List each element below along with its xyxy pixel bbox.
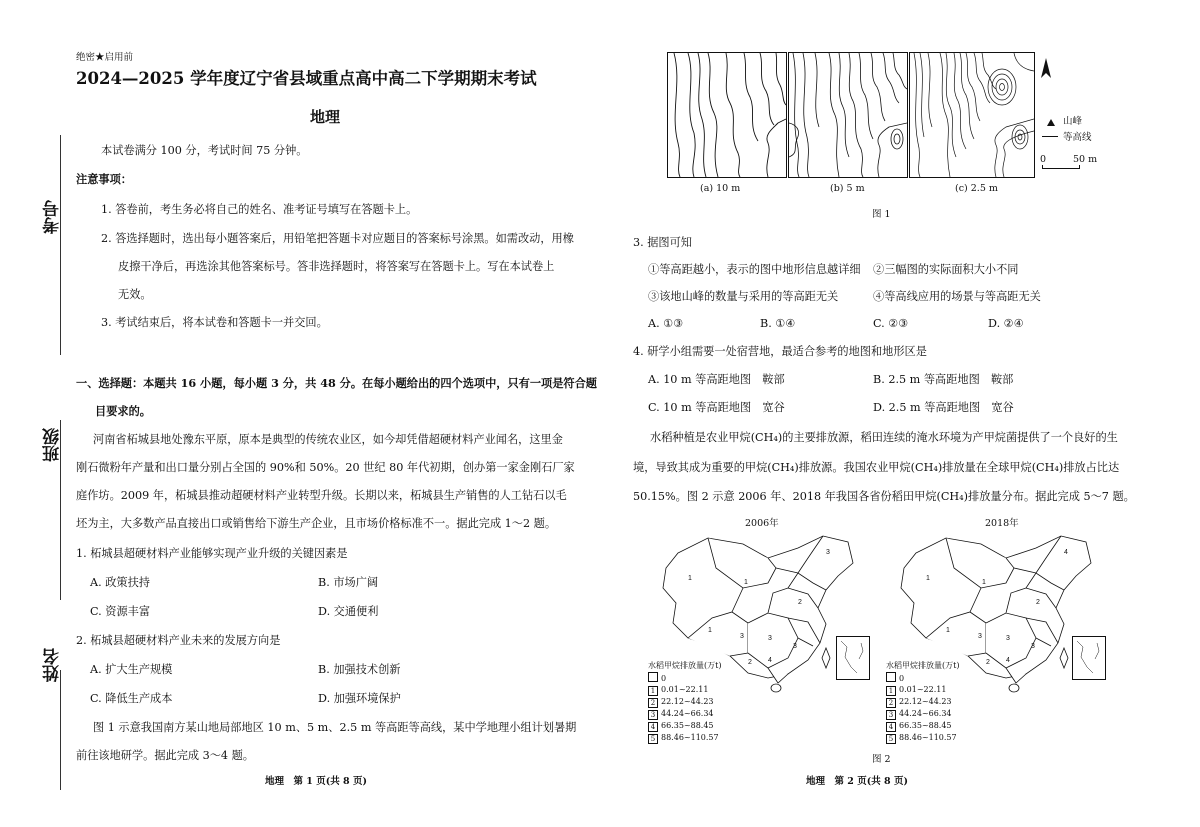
legend-item: 5 88.46~110.57 <box>886 732 959 744</box>
passage-3-line-2: 境，导致其成为重要的甲烷(CH₄)排放源。我国农业甲烷(CH₄)排放量在全球甲烷(CH₄)排放占比达 <box>633 461 1120 474</box>
q1-stem: 1. 柘城县超硬材料产业能够实现产业升级的关键因素是 <box>76 547 348 560</box>
map-2006-label: 3 <box>740 633 744 640</box>
map-2006-label: 1 <box>688 575 692 582</box>
map-2018-title: 2018年 <box>985 518 1019 529</box>
south-china-sea-inset-2006 <box>836 636 870 680</box>
map-2006-label: 3 <box>793 643 797 650</box>
note-2-cont: 皮擦干净后，再选涂其他答案标号。答非选择题时，将答案写在答题卡上。写在本试卷上 <box>118 260 555 273</box>
legend-swatch-3: 3 <box>886 710 896 720</box>
note-1: 1. 答卷前，考生务必将自己的姓名、准考证号填写在答题卡上。 <box>101 203 418 216</box>
legend-swatch-3: 3 <box>648 710 658 720</box>
contour-map-10m <box>667 52 787 178</box>
north-arrow-icon <box>1040 58 1052 80</box>
notes-heading: 注意事项： <box>76 172 132 186</box>
legend-swatch-1: 1 <box>648 686 658 696</box>
map-2018-label: 1 <box>926 575 930 582</box>
passage-2-line-1: 图 1 示意我国南方某山地局部地区 10 m、5 m、2.5 m 等高距等高线，某中学地理小组计划暑期 <box>93 721 577 734</box>
map-2006-label: 3 <box>768 635 772 642</box>
q2-option-d: D. 加强环境保护 <box>318 692 401 705</box>
passage-1-line-4: 坯为主，大多数产品直接出口或销售给下游生产企业，且市场价格标准不一。据此完成 1～2 题。 <box>76 517 557 530</box>
fig2-title: 图 2 <box>872 754 891 765</box>
q3-stem: 3. 据图可知 <box>633 236 692 249</box>
q3-statement-4: ④等高线应用的场景与等高距无关 <box>873 290 1041 303</box>
map-2006-label: 2 <box>798 599 802 606</box>
binding-line-bottom <box>60 670 61 790</box>
q3-statement-3: ③该地山峰的数量与采用的等高距无关 <box>648 290 839 303</box>
legend-item: 1 0.01~22.11 <box>886 684 959 696</box>
q3-statement-2: ②三幅图的实际面积大小不同 <box>873 263 1019 276</box>
note-2: 2. 答选择题时，选出每小题答案后，用铅笔把答题卡对应题目的答案标号涂黑。如需改动，用橡 <box>101 232 574 245</box>
legend-item: 3 44.24~66.34 <box>886 708 959 720</box>
legend-swatch-1: 1 <box>886 686 896 696</box>
q4-option-a: A. 10 m 等高距地图 鞍部 <box>648 373 785 386</box>
note-2-end: 无效。 <box>118 288 152 301</box>
map-2018-label: 2 <box>986 659 990 666</box>
legend-2006 <box>648 660 721 744</box>
side-label-exam-no: 考号 <box>43 200 63 234</box>
legend-swatch-2: 2 <box>886 698 896 708</box>
q2-option-b: B. 加强技术创新 <box>318 663 401 676</box>
map-2018-label: 4 <box>1064 549 1068 556</box>
q3-option-b: B. ①④ <box>760 317 796 330</box>
legend-item: 5 88.46~110.57 <box>648 732 721 744</box>
q4-option-c: C. 10 m 等高距地图 宽谷 <box>648 401 785 414</box>
side-label-class: 班级 <box>43 428 63 462</box>
south-china-sea-inset-2018 <box>1072 636 1106 680</box>
legend-swatch-4: 4 <box>648 722 658 732</box>
map-2018-label: 3 <box>978 633 982 640</box>
passage-2-line-2: 前往该地研学。据此完成 3～4 题。 <box>76 749 254 762</box>
q3-option-c: C. ②③ <box>873 317 909 330</box>
passage-3-line-1: 水稻种植是农业甲烷(CH₄)的主要排放源，稻田连续的淹水环境为产甲烷菌提供了一个良好的生 <box>650 431 1118 444</box>
q1-option-d: D. 交通便利 <box>318 605 379 618</box>
page-1-footer: 地理 第 1 页(共 8 页) <box>265 776 367 787</box>
legend-item: 0 <box>648 672 721 685</box>
legend-contour: 等高线 <box>1063 132 1092 143</box>
legend-title: 水稻甲烷排放量(万t) <box>648 661 722 670</box>
intro-text: 本试卷满分 100 分，考试时间 75 分钟。 <box>101 144 308 157</box>
passage-1-line-2: 刚石微粉年产量和出口量分别占全国的 90%和 50%。20 世纪 80 年代初期，创办第一家金刚石厂家 <box>76 461 575 474</box>
legend-swatch-0 <box>648 672 658 682</box>
subject-title: 地理 <box>310 108 341 126</box>
q1-option-a: A. 政策扶持 <box>90 576 150 589</box>
legend-item: 1 0.01~22.11 <box>648 684 721 696</box>
passage-1-line-3: 庭作坊。2009 年，柘城县推动超硬材料产业转型升级。长期以来，柘城县生产销售的人工钻石以毛 <box>76 489 567 502</box>
peak-triangle-icon <box>1046 118 1056 127</box>
map-2006-label: 1 <box>744 579 748 586</box>
contour-map-5m <box>788 52 908 178</box>
fig1-caption-c: (c) 2.5 m <box>955 183 998 194</box>
map-2006-label: 2 <box>748 659 752 666</box>
fig1-caption-a: (a) 10 m <box>700 183 741 194</box>
q3-statement-1: ①等高距越小，表示的图中地形信息越详细 <box>648 263 861 276</box>
map-2018-label: 2 <box>1036 599 1040 606</box>
map-2018-label: 3 <box>1006 635 1010 642</box>
passage-3-line-3: 50.15%。图 2 示意 2006 年、2018 年我国各省份稻田甲烷(CH₄)排放量分布。据此完成 5～7 题。 <box>633 490 1135 503</box>
q2-option-c: C. 降低生产成本 <box>90 692 173 705</box>
legend-title: 水稻甲烷排放量(万t) <box>886 661 960 670</box>
map-2006-label: 1 <box>708 627 712 634</box>
legend-item: 4 66.35~88.45 <box>648 720 721 732</box>
section-1-heading-cont: 目要求的。 <box>95 404 151 418</box>
contour-map-2.5m <box>909 52 1035 178</box>
legend-item: 4 66.35~88.45 <box>886 720 959 732</box>
q1-option-b: B. 市场广阔 <box>318 576 379 589</box>
scale-zero: 0 <box>1040 154 1047 165</box>
confidential-mark: 绝密★启用前 <box>76 52 134 63</box>
page-2-footer: 地理 第 2 页(共 8 页) <box>806 776 908 787</box>
note-3: 3. 考试结束后，将本试卷和答题卡一并交回。 <box>101 316 328 329</box>
legend-item: 2 22.12~44.23 <box>648 696 721 708</box>
q1-option-c: C. 资源丰富 <box>90 605 151 618</box>
map-2006-label: 4 <box>768 657 772 664</box>
legend-swatch-5: 5 <box>648 734 658 744</box>
side-label-name: 姓名 <box>43 648 63 682</box>
fig1-caption-b: (b) 5 m <box>830 183 865 194</box>
legend-item: 3 44.24~66.34 <box>648 708 721 720</box>
binding-line-top <box>60 135 61 355</box>
q4-stem: 4. 研学小组需要一处宿营地，最适合参考的地图和地形区是 <box>633 345 927 358</box>
fig1-title: 图 1 <box>872 209 891 220</box>
map-2006-title: 2006年 <box>745 518 779 529</box>
q3-option-a: A. ①③ <box>648 317 684 330</box>
legend-swatch-0 <box>886 672 896 682</box>
q3-option-d: D. ②④ <box>988 317 1024 330</box>
contour-line-icon <box>1042 136 1058 137</box>
exam-title: 2024—2025 学年度辽宁省县域重点高中高二下学期期末考试 <box>76 69 537 88</box>
legend-item: 2 22.12~44.23 <box>886 696 959 708</box>
q2-stem: 2. 柘城县超硬材料产业未来的发展方向是 <box>76 634 281 647</box>
map-2018-label: 1 <box>946 627 950 634</box>
legend-2018 <box>886 660 959 744</box>
map-2006-label: 3 <box>826 549 830 556</box>
legend-swatch-5: 5 <box>886 734 896 744</box>
scale-50m: 50 m <box>1073 154 1098 165</box>
legend-swatch-2: 2 <box>648 698 658 708</box>
passage-1-line-1: 河南省柘城县地处豫东平原，原本是典型的传统农业区，如今却凭借超硬材料产业闻名，这里金 <box>93 433 563 446</box>
q4-option-d: D. 2.5 m 等高距地图 宽谷 <box>873 401 1014 414</box>
map-2018-label: 4 <box>1006 657 1010 664</box>
legend-swatch-4: 4 <box>886 722 896 732</box>
q4-option-b: B. 2.5 m 等高距地图 鞍部 <box>873 373 1014 386</box>
map-2018-label: 1 <box>982 579 986 586</box>
legend-item: 0 <box>886 672 959 685</box>
section-1-heading: 一、选择题：本题共 16 小题，每小题 3 分，共 48 分。在每小题给出的四个选项中，只有一项是符合题 <box>76 376 597 390</box>
map-2018-label: 3 <box>1031 643 1035 650</box>
q2-option-a: A. 扩大生产规模 <box>90 663 173 676</box>
legend-peak: 山峰 <box>1063 116 1083 127</box>
